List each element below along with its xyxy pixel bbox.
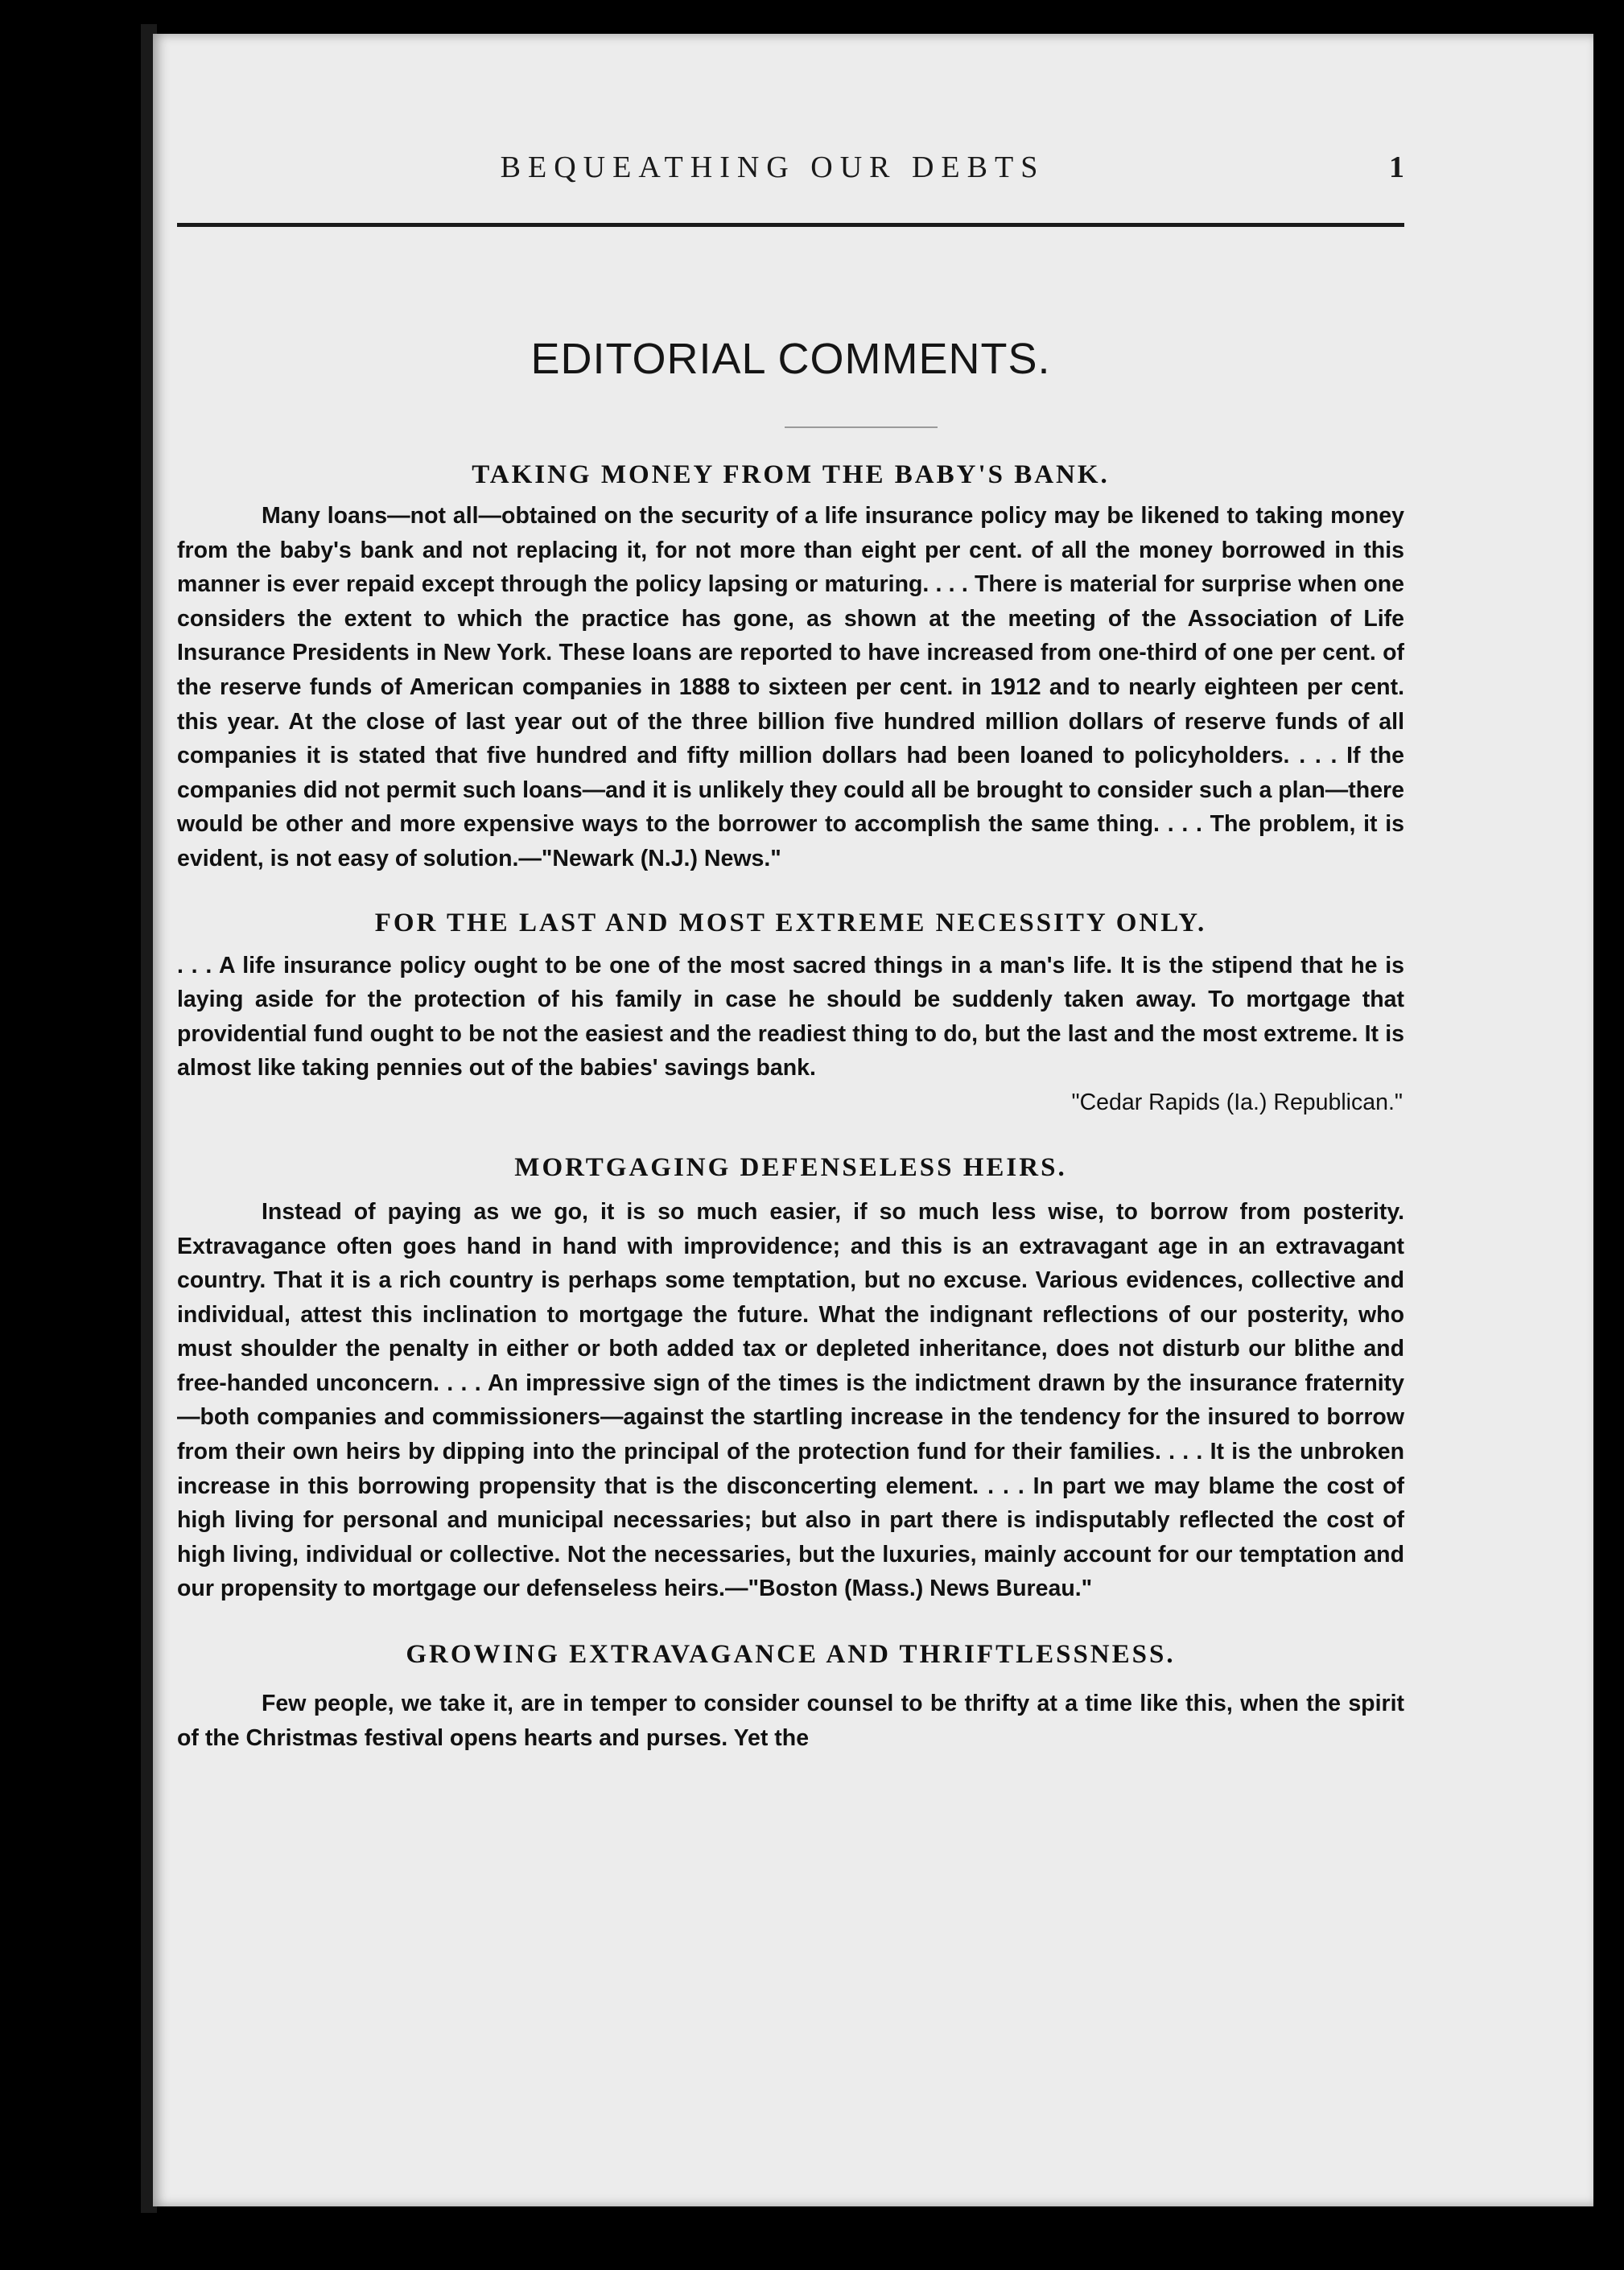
source-attribution: "Cedar Rapids (Ia.) Republican."	[1071, 1089, 1403, 1115]
section-heading: MORTGAGING DEFENSELESS HEIRS.	[514, 1152, 1067, 1182]
section-heading: TAKING MONEY FROM THE BABY'S BANK.	[472, 460, 1110, 489]
section-paragraph: . . . A life insurance policy ought to be one of the most sacred things in a man's life. It is the stipend that he is laying aside for the protection of his family in case he should be suddenly taken away. To mortgage that providential fund ought to be not the easiest and the readiest thing to do, but the last and the most extreme. It is almost like taking pennies out of the babies' savings bank.	[177, 952, 1404, 1081]
section-last-necessity	[177, 907, 1404, 1119]
section-paragraph: Instead of paying as we go, it is so much easier, if so much less wise, to borrow from posterity. Extravagance often goes hand in hand with improvidence; and this is an extravagant age in an extravagant country. That it is a rich country is perhaps some temptation, but no excuse. Various evidences, collective and individual, attest this inclination to mortgage the future. What the indignant reflections of our posterity, who must shoulder the penalty in either or both added tax or depleted inheritance, does not disturb our blithe and free-handed unconcern. . . . An impressive sign of the times is the indictment drawn by the insurance fraternity—both companies and commissioners—against the startling increase in the tendency for the insured to borrow from their own heirs by dipping into the principal of the protection fund for their families. . . . It is the unbroken increase in this borrowing propensity that is the disconcerting element. . . . In part we may blame the cost of high living for personal and municipal necessaries; but also in part there is indisputably reflected the cost of high living, individual or collective. Not the necessaries, but the luxuries, mainly account for our temptation and our propensity to mortgage our defenseless heirs.—"Boston (Mass.) News Bureau."	[177, 1198, 1404, 1602]
page-number: 1	[1389, 150, 1404, 184]
section-growing-extravagance	[177, 1638, 1404, 1755]
page-title: EDITORIAL COMMENTS.	[530, 335, 1051, 383]
running-head	[177, 146, 1404, 195]
running-head-rule	[177, 223, 1404, 227]
section-mortgaging-heirs	[177, 1151, 1404, 1606]
section-taking-money	[177, 459, 1404, 876]
article-body	[177, 459, 1404, 1755]
title-divider	[785, 426, 938, 428]
section-paragraph: Few people, we take it, are in temper to consider counsel to be thrifty at a time like this, when the spirit of the Christmas festival opens hearts and purses. Yet the	[177, 1691, 1404, 1751]
section-paragraph: Many loans—not all—obtained on the security of a life insurance policy may be likened to taking money from the baby's bank and not replacing it, for not more than eight per cent. of all the money borrowed in this manner is ever repaid except through the policy lapsing or maturing. . . . There is material for surprise when one considers the extent to which the practice has gone, as shown at the meeting of the Association of Life Insurance Presidents in New York. These loans are reported to have increased from one-third of one per cent. of the reserve funds of American companies in 1888 to sixteen per cent. in 1912 and to nearly eighteen per cent. this year. At the close of last year out of the three billion five hundred million dollars of reserve funds of all companies it is stated that five hundred and fifty million dollars had been loaned to policyholders. . . . If the companies did not permit such loans—and it is unlikely they could all be brought to consider such a plan—there would be other and more expensive ways to the borrower to accomplish the same thing. . . . The problem, it is evident, is not easy of solution.—"Newark (N.J.) News."	[177, 503, 1404, 871]
section-heading: GROWING EXTRAVAGANCE AND THRIFTLESSNESS.	[406, 1640, 1176, 1670]
running-head-title: BEQUEATHING OUR DEBTS	[500, 150, 1045, 184]
section-heading: FOR THE LAST AND MOST EXTREME NECESSITY ONLY.	[374, 908, 1207, 937]
